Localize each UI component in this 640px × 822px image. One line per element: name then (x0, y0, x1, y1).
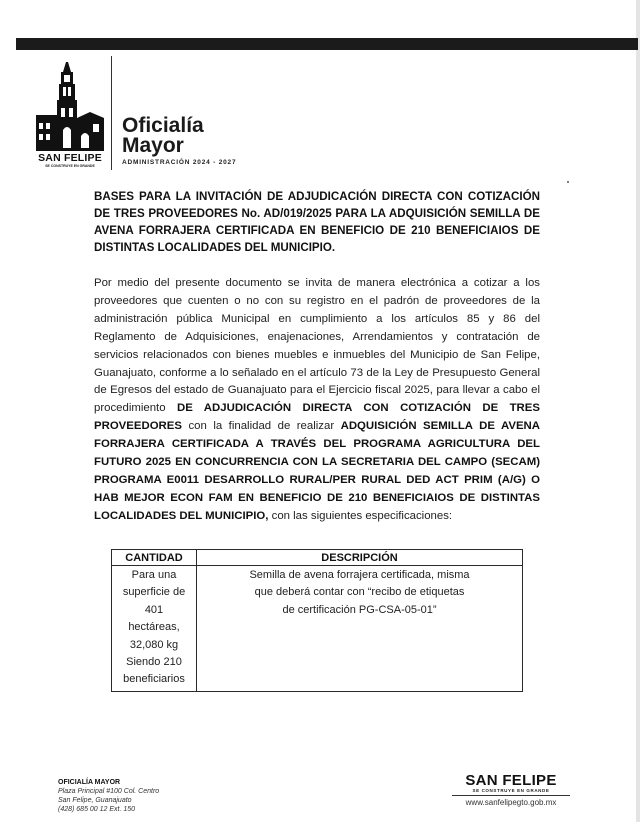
desc-line: Semilla de avena forrajera certificada, misma (249, 569, 470, 581)
col-header-descripcion: DESCRIPCIÓN (197, 550, 523, 566)
body-mid: con la finalidad de realizar (188, 420, 335, 433)
cell-descripcion (197, 566, 523, 692)
footer-address-line: Plaza Principal #100 Col. Centro (58, 788, 160, 795)
church-logo-icon (36, 60, 104, 152)
admin-period: ADMINISTRACIÓN 2024 - 2027 (122, 159, 237, 166)
footer-brand-tagline: SE CONSTRUYE EN GRANDE (452, 788, 570, 796)
page-edge (636, 0, 640, 822)
body-bold-procedure: DE ADJUDICACIÓN DIRECTA CON COTIZACIÓN DE TRES PROVEEDORES (94, 402, 540, 433)
qty-line: Para una (131, 569, 177, 581)
qty-line: superficie de (122, 586, 186, 599)
scan-speck (567, 181, 569, 183)
qty-line: 32,080 kg (129, 638, 179, 651)
qty-line: hectáreas, (128, 621, 180, 634)
logo-tagline: SE CONSTRUYE EN GRANDE (45, 164, 95, 168)
body-end: con las siguientes especificaciones: (271, 509, 453, 522)
body-bold-acquisition: ADQUISICIÓN SEMILLA DE AVENA FORRAJERA CERTIFICADA A TRAVÉS DEL PROGRAMA AGRICULTURA DEL FUTURO 2025 EN CONCURRENCIA CON LA SECRETARIA DEL CAMPO (SECAM) PROGRAMA E0011 DESARROLLO RURAL/PER RURAL DED ACT PRIM (A/G) O HAB MEJOR ECON FAM EN BENEFICIO DE 210 BENEFICIAIOS DE DISTINTAS LOCALIDADES DEL MUNICIPIO, (94, 420, 541, 522)
table-row (112, 566, 523, 692)
logo-divider (111, 56, 112, 170)
office-title-line2: Mayor (122, 134, 184, 157)
qty-line: Siendo 210 (126, 656, 182, 669)
office-title-line1: Oficialía (122, 114, 204, 137)
footer-office: OFICIALÍA MAYOR (58, 779, 121, 786)
footer-address-line: San Felipe, Guanajuato (58, 797, 132, 804)
footer-brand (452, 772, 570, 807)
document-heading: BASES PARA LA INVITACIÓN DE ADJUDICACIÓN DIRECTA CON COTIZACIÓN DE TRES PROVEEDORES No. AD/019/2025 PARA LA ADQUISICIÓN SEMILLA DE AVENA FORRAJERA CERTIFICADA EN BENEFICIO DE 210 BENEFICIAIOS DE DISTINTAS LOCALIDADES DEL MUNICIPIO. (94, 190, 540, 254)
qty-line: 401 (144, 603, 164, 616)
desc-line: que deberá contar con “recibo de etiquetas (254, 586, 465, 599)
footer-website-link[interactable]: www.sanfelipegto.gob.mx (465, 798, 557, 807)
col-header-cantidad: CANTIDAD (112, 550, 197, 566)
logo-name: SAN FELIPE (38, 152, 102, 164)
footer-brand-name: SAN FELIPE (465, 772, 557, 789)
qty-line: beneficiarios (123, 673, 185, 686)
body-paragraph (94, 275, 540, 526)
footer-contact (58, 778, 258, 814)
office-title (122, 116, 204, 156)
cell-cantidad (112, 566, 197, 692)
table-header-row (112, 550, 523, 566)
san-felipe-logo (34, 60, 106, 166)
header-bar (16, 38, 638, 50)
body-intro: Por medio del presente documento se invita de manera electrónica a cotizar a los proveedores que cuenten o no con su registro en el padrón de proveedores de la administración pública Municipal en cumplimiento a los artículos 85 y 86 del Reglamento de Adquisiciones, enajenaciones, Arrendamientos y contratación de servicios relacionados con bienes muebles e inmuebles del Municipio de San Felipe, Guanajuato, conforme a lo señalado en el artículo 73 de la Ley de Presupuesto General de Egresos del estado de Guanajuato para el Ejercicio fiscal 2025, para llevar a cabo el procedimiento (94, 277, 540, 415)
footer-address-line: (428) 685 00 12 Ext. 150 (58, 806, 136, 813)
desc-line: de certificación PG-CSA-05-01” (282, 603, 437, 616)
specifications-table (111, 549, 523, 692)
